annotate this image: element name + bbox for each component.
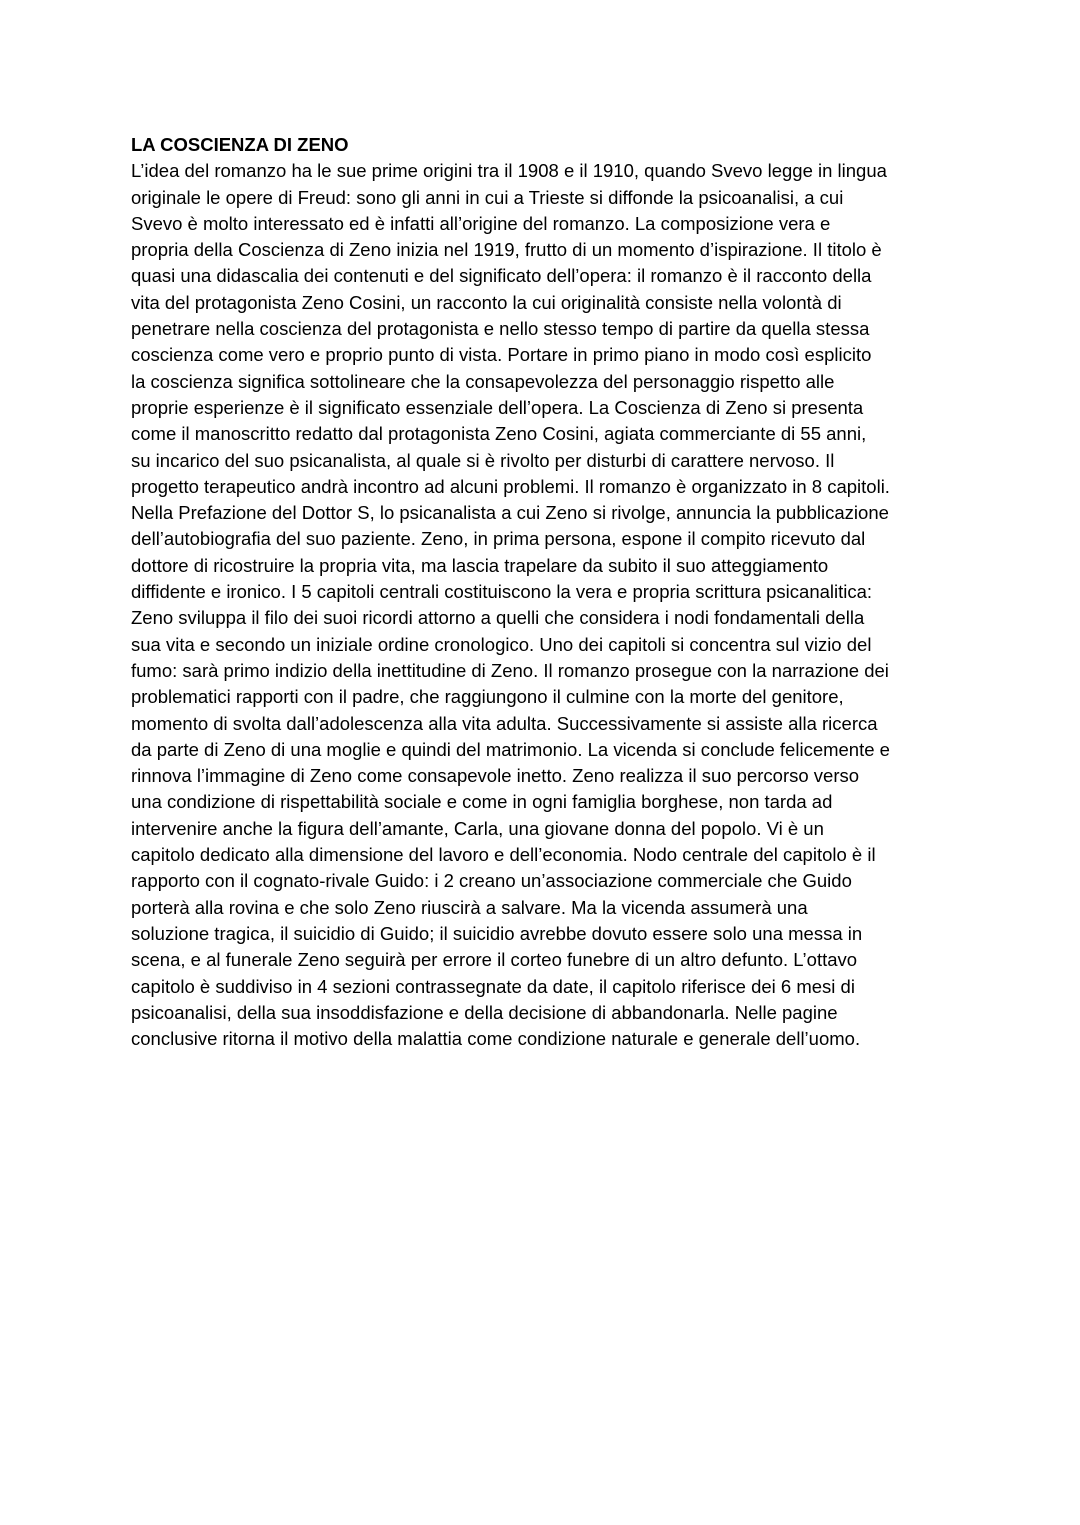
text-line: rapporto con il cognato-rivale Guido: i 2 creano un’associazione commerciale che Guido xyxy=(131,870,852,892)
text-line: L’idea del romanzo ha le sue prime origini tra il 1908 e il 1910, quando Svevo legge in lingua xyxy=(131,160,887,182)
text-line: su incarico del suo psicanalista, al quale si è rivolto per disturbi di carattere nervoso. Il xyxy=(131,449,835,471)
text-line: porterà alla rovina e che solo Zeno riuscirà a salvare. Ma la vicenda assumerà una xyxy=(131,896,808,918)
text-line: propria della Coscienza di Zeno inizia nel 1919, frutto di un momento d’ispirazione. Il titolo è xyxy=(131,239,882,261)
text-line: progetto terapeutico andrà incontro ad alcuni problemi. Il romanzo è organizzato in 8 capitoli. xyxy=(131,475,890,497)
text-line: soluzione tragica, il suicidio di Guido; il suicidio avrebbe dovuto essere solo una messa in xyxy=(131,922,863,944)
text-line: da parte di Zeno di una moglie e quindi del matrimonio. La vicenda si conclude felicemente e xyxy=(131,738,890,760)
text-line: rinnova l’immagine di Zeno come consapevole inetto. Zeno realizza il suo percorso verso xyxy=(131,765,860,787)
text-line: sua vita e secondo un iniziale ordine cronologico. Uno dei capitoli si concentra sul vizio del xyxy=(131,633,872,655)
text-line: scena, e al funerale Zeno seguirà per errore il corteo funebre di un altro defunto. L’ottavo xyxy=(131,949,858,971)
text-line: Zeno sviluppa il filo dei suoi ricordi attorno a quelli che considera i nodi fondamentali della xyxy=(131,607,865,629)
text-line: la coscienza significa sottolineare che la consapevolezza del personaggio rispetto alle xyxy=(131,370,835,392)
text-line: diffidente e ironico. I 5 capitoli centrali costituiscono la vera e propria scrittura psicanalitica: xyxy=(131,581,873,603)
text-line: originale le opere di Freud: sono gli anni in cui a Trieste si diffonde la psicoanalisi, a cui xyxy=(131,186,844,208)
text-line: psicoanalisi, della sua insoddisfazione e della decisione di abbandonarla. Nelle pagine xyxy=(131,1001,838,1023)
text-line: problematici rapporti con il padre, che raggiungono il culmine con la morte del genitore, xyxy=(131,686,844,708)
text-line: dottore di ricostruire la propria vita, ma lascia trapelare da subito il suo atteggiamento xyxy=(131,554,829,576)
text-line: proprie esperienze è il significato essenziale dell’opera. La Coscienza di Zeno si presenta xyxy=(131,396,864,418)
document-body xyxy=(131,132,961,1052)
document-title: LA COSCIENZA DI ZENO xyxy=(131,134,349,155)
text-line: conclusive ritorna il motivo della malattia come condizione naturale e generale dell’uomo. xyxy=(131,1028,861,1050)
body-paragraph xyxy=(131,158,961,1052)
text-line: vita del protagonista Zeno Cosini, un racconto la cui originalità consiste nella volontà di xyxy=(131,291,842,313)
text-line: Svevo è molto interessato ed è infatti all’origine del romanzo. La composizione vera e xyxy=(131,212,831,234)
text-line: fumo: sarà primo indizio della inettitudine di Zeno. Il romanzo prosegue con la narrazione dei xyxy=(131,659,889,681)
text-line: come il manoscritto redatto dal protagonista Zeno Cosini, agiata commerciante di 55 anni, xyxy=(131,423,867,445)
text-line: momento di svolta dall’adolescenza alla vita adulta. Successivamente si assiste alla ricerca xyxy=(131,712,878,734)
text-line: penetrare nella coscienza del protagonista e nello stesso tempo di partire da quella stessa xyxy=(131,318,870,340)
text-line: quasi una didascalia dei contenuti e del significato dell’opera: il romanzo è il racconto della xyxy=(131,265,872,287)
text-line: capitolo dedicato alla dimensione del lavoro e dell’economia. Nodo centrale del capitolo è il xyxy=(131,844,876,866)
text-line: intervenire anche la figura dell’amante, Carla, una giovane donna del popolo. Vi è un xyxy=(131,817,824,839)
text-line: una condizione di rispettabilità sociale e come in ogni famiglia borghese, non tarda ad xyxy=(131,791,833,813)
text-line: coscienza come vero e proprio punto di vista. Portare in primo piano in modo così esplicito xyxy=(131,344,872,366)
text-line: Nella Prefazione del Dottor S, lo psicanalista a cui Zeno si rivolge, annuncia la pubblicazione xyxy=(131,502,889,524)
text-line: dell’autobiografia del suo paziente. Zeno, in prima persona, espone il compito ricevuto dal xyxy=(131,528,866,550)
text-line: capitolo è suddiviso in 4 sezioni contrassegnate da date, il capitolo riferisce dei 6 mesi di xyxy=(131,975,855,997)
